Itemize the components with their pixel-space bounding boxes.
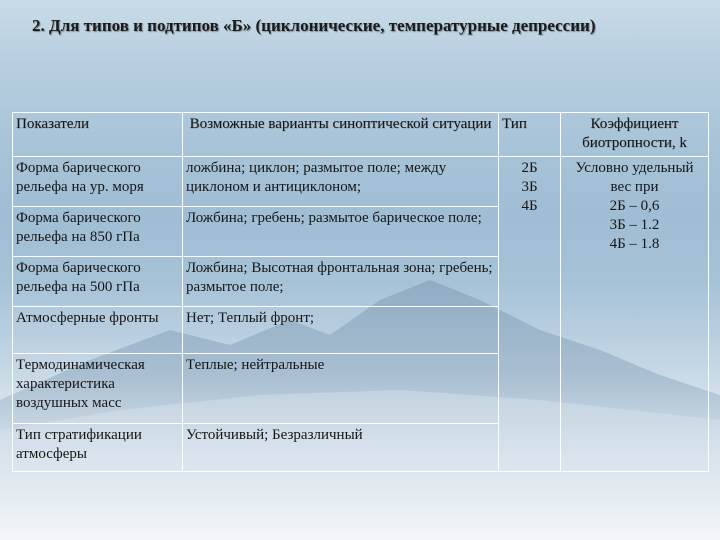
coefficient-line: Условно удельный вес при — [575, 160, 694, 195]
row-variants: ложбина; циклон; размытое поле; между циклоном и антициклоном; — [183, 157, 499, 207]
row-indicator: Форма барического рельефа на 850 гПа — [13, 207, 183, 257]
row-variants: Теплые; нейтральные — [183, 354, 499, 424]
row-variants: Ложбина; гребень; размытое барическое поле; — [183, 207, 499, 257]
row-indicator: Форма барического рельефа на 500 гПа — [13, 257, 183, 307]
row-indicator: Форма барического рельефа на ур. моря — [13, 157, 183, 207]
biotropy-table — [12, 112, 709, 472]
header-indicator: Показатели — [13, 113, 183, 157]
type-cell — [499, 157, 561, 472]
row-variants: Ложбина; Высотная фронтальная зона; гребень; размытое поле; — [183, 257, 499, 307]
coefficient-line: 3Б – 1.2 — [609, 217, 660, 233]
header-variants: Возможные варианты синоптической ситуации — [183, 113, 499, 157]
type-item: 3Б — [521, 179, 538, 195]
row-indicator: Тип стратификации атмосферы — [13, 424, 183, 472]
type-item: 4Б — [521, 198, 538, 214]
row-indicator: Термодинамическая характеристика воздушных масс — [13, 354, 183, 424]
table-row — [13, 157, 709, 207]
coefficient-line: 4Б – 1.8 — [609, 236, 660, 252]
header-coefficient: Коэффициент биотропности, k — [561, 113, 709, 157]
row-variants: Нет; Теплый фронт; — [183, 307, 499, 354]
row-indicator: Атмосферные фронты — [13, 307, 183, 354]
coefficient-cell — [561, 157, 709, 472]
table-header-row — [13, 113, 709, 157]
slide-title: 2. Для типов и подтипов «Б» (циклонические, температурные депрессии) — [32, 16, 596, 35]
coefficient-line: 2Б – 0,6 — [609, 198, 660, 214]
type-item: 2Б — [521, 160, 538, 176]
header-type: Тип — [499, 113, 561, 157]
row-variants: Устойчивый; Безразличный — [183, 424, 499, 472]
